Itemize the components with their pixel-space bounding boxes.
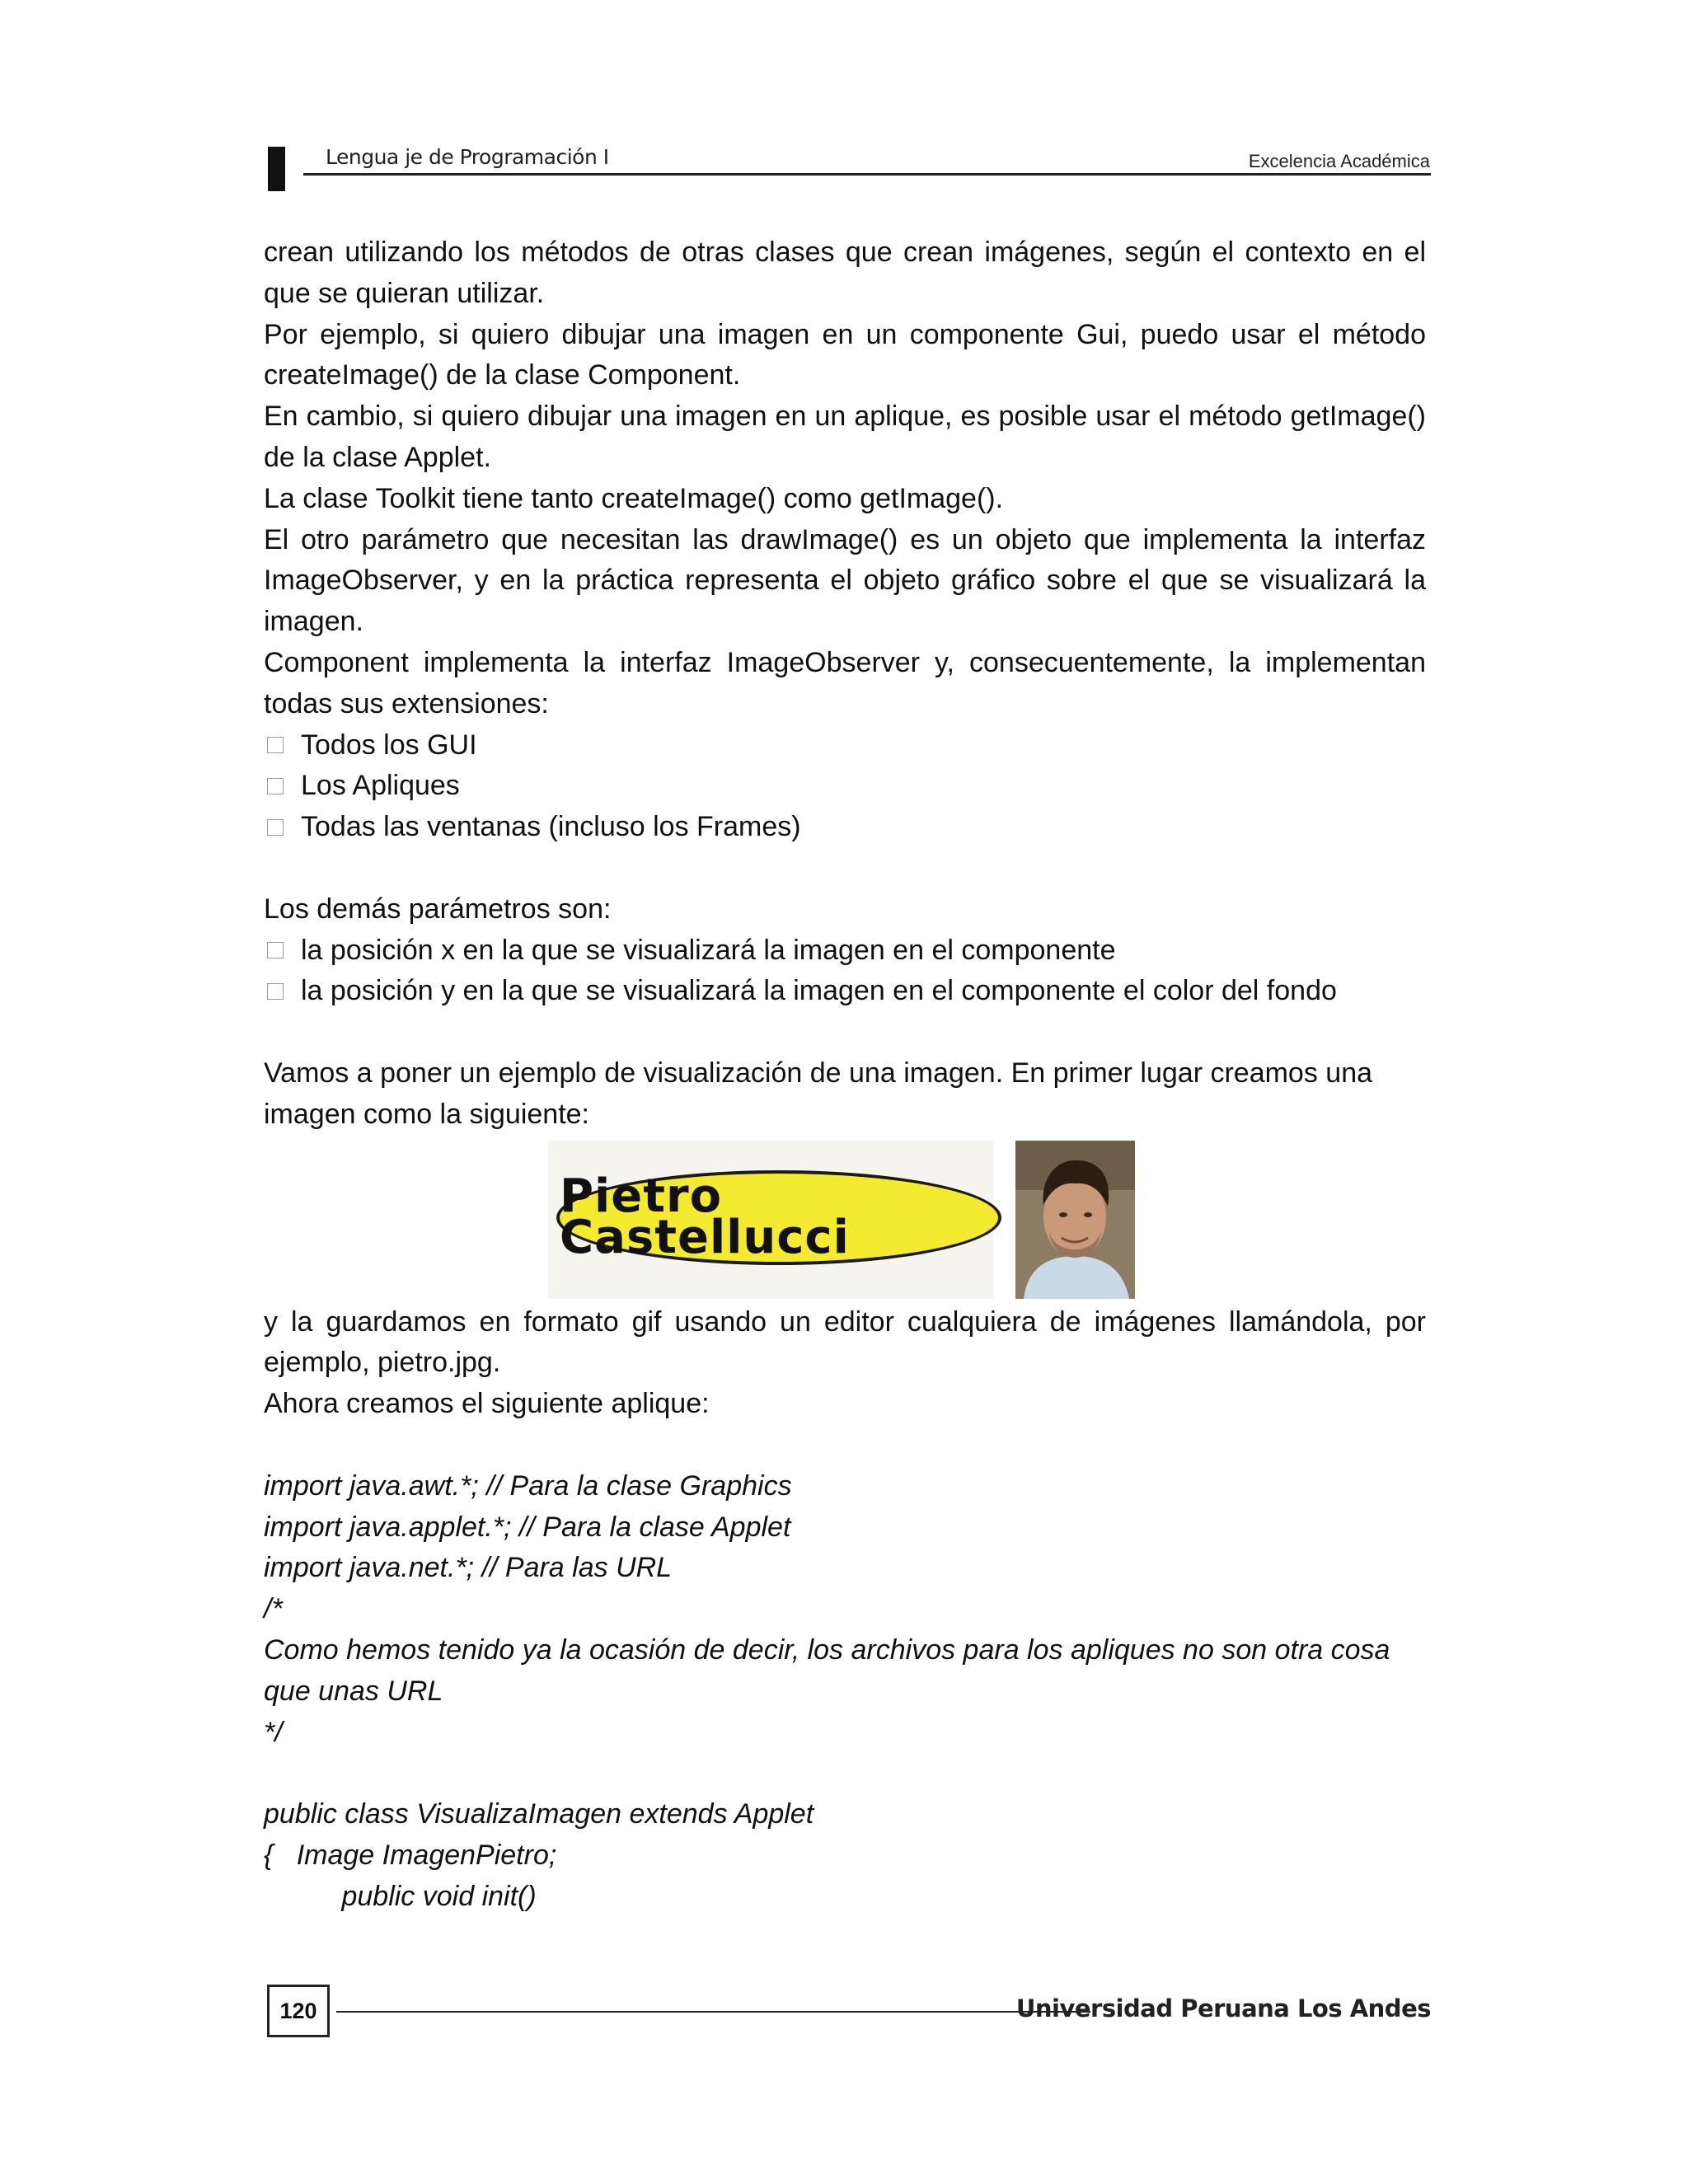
paragraph: y la guardamos en formato gif usando un editor cualquiera de imágenes llamándola, por ejemplo, pietro.jpg. [264,1305,1426,1379]
list-item: Todos los GUI [264,725,1426,766]
code-line: import java.applet.*; // Para la clase Applet [264,1511,791,1543]
code-block [264,1466,1426,1918]
list-item: Los Apliques [264,766,1426,807]
paragraph: crean utilizando los métodos de otras clases que crean imágenes, según el contexto en el que se quieran utilizar. [264,237,1426,309]
banner-name: Pietro Castellucci [560,1169,850,1265]
paragraph: La clase Toolkit tiene tanto createImage() como getImage(). [264,482,1004,514]
code-line: /* [264,1593,283,1625]
list-item: la posición y en la que se visualizará la imagen en el componente el color del fondo [264,971,1426,1012]
code-line: public class VisualizaImagen extends Applet [264,1798,814,1830]
portrait-photo [1015,1141,1135,1299]
code-line: Como hemos tenido ya la ocasión de decir, los archivos para los apliques no son otra cosa [264,1633,1390,1666]
paragraph: Component implementa la interfaz ImageObserver y, consecuentemente, la implementan todas sus extensiones: [264,646,1426,719]
paragraph: Vamos a poner un ejemplo de visualización de una imagen. En primer lugar creamos una imagen como la siguiente: [264,1057,1373,1130]
code-line: { Image ImagenPietro; [264,1839,557,1871]
header-rule [303,173,1431,176]
list-item: la posición x en la que se visualizará la imagen en el componente [264,930,1426,972]
bullet-box-icon [267,778,284,794]
page-number: 120 [267,1985,330,2037]
code-line: que unas URL [264,1675,443,1707]
header-right-text: Excelencia Académica [1248,151,1430,171]
bullet-box-icon [267,737,284,753]
code-line [264,1753,1426,1794]
body-text [264,232,1426,1917]
bullet-box-icon [267,942,284,958]
paragraph: Los demás parámetros son: [264,893,612,925]
code-line: import java.awt.*; // Para la clase Graphics [264,1469,792,1502]
code-line: public void init() [264,1880,537,1912]
code-line: import java.net.*; // Para las URL [264,1552,673,1584]
bullet-box-icon [267,983,284,1000]
code-line: */ [264,1716,283,1748]
pietro-banner-image [264,1141,1426,1299]
header-title: Lengua je de Programación I [326,145,609,169]
paragraph: En cambio, si quiero dibujar una imagen en un aplique, es posible usar el método getImage() de la clase Applet. [264,401,1426,473]
footer-university: Universidad Peruana Los Andes [1015,1994,1431,2022]
name-ellipse [556,1170,1001,1265]
bullet-box-icon [267,819,284,836]
paragraph: El otro parámetro que necesitan las drawImage() es un objeto que implementa la interfaz ImageObserver, y en la práctica representa el objeto gráfico sobre el que se visualizará la imagen. [264,523,1426,638]
paragraph: Ahora creamos el siguiente aplique: [264,1388,710,1420]
list-item: Todas las ventanas (incluso los Frames) [264,807,1426,848]
header-marker [268,147,285,191]
footer-rule [336,2011,1090,2013]
paragraph: Por ejemplo, si quiero dibujar una imagen en un componente Gui, puedo usar el método createImage() de la clase Component. [264,318,1426,391]
